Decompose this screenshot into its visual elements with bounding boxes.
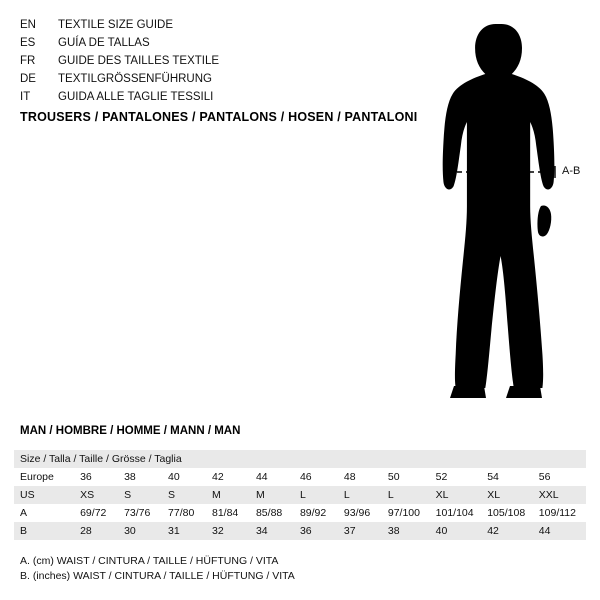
table-cell: 36 [80,471,92,483]
language-row [20,70,350,88]
language-row [20,88,350,106]
table-cell: XL [432,486,484,504]
table-cell: 42 [212,471,224,483]
man-section-title: MAN / HOMBRE / HOMME / MANN / MAN [20,425,241,437]
table-cell: 40 [168,471,180,483]
size-table [14,450,586,540]
table-row [14,468,586,486]
language-row [20,52,350,70]
table-cell: 34 [252,522,296,540]
language-title: GUIDE DES TAILLES TEXTILE [58,55,220,67]
table-cell: 32 [208,522,252,540]
table-cell: 85/88 [255,507,283,519]
table-cell: 48 [343,471,356,483]
table-row [14,504,586,522]
row-label: Size / Talla / Taille / Grösse / Taglia [14,450,586,468]
language-title: TEXTILGRÖSSENFÜHRUNG [58,73,212,85]
table-cell: 36 [296,522,340,540]
section-title: TROUSERS / PANTALONES / PANTALONS / HOSEN / PANTALONI [20,110,418,124]
table-cell: 42 [483,522,535,540]
table-cell: XXL [535,486,586,504]
table-cell: 81/84 [212,507,239,519]
table-cell: L [384,486,432,504]
language-title: TEXTILE SIZE GUIDE [58,19,174,31]
figure-illustration [400,10,600,410]
row-label: US [14,486,76,504]
table-cell: 30 [120,522,164,540]
table-cell: M [208,486,252,504]
language-code: DE [20,73,36,85]
table-cell: 40 [432,522,484,540]
footnote-b: B. (inches) WAIST / CINTURA / TAILLE / HÜFTUNG / VITA [20,570,295,582]
row-label: A [20,507,28,519]
language-code: EN [20,19,36,31]
language-row [20,34,350,52]
measure-label-ab: A-B [562,165,581,177]
language-code: FR [20,55,36,67]
table-cell: 28 [76,522,120,540]
table-cell: 46 [299,471,312,483]
language-title: GUÍA DE TALLAS [58,37,150,49]
footnotes [20,554,295,584]
table-cell: 54 [487,471,499,483]
table-cell: 89/92 [299,507,327,519]
table-cell: 93/96 [343,507,371,519]
table-cell: M [252,486,296,504]
table-cell: 37 [340,522,384,540]
table-cell: 31 [164,522,208,540]
language-header-block [20,16,350,106]
language-title: GUIDA ALLE TAGLIE TESSILI [58,91,214,103]
table-cell: 38 [124,471,136,483]
table-cell: 56 [538,471,551,483]
table-cell: 77/80 [168,507,195,519]
table-row [14,522,586,540]
table-cell: XS [76,486,120,504]
table-cell: L [340,486,384,504]
table-cell: 38 [384,522,432,540]
table-cell: 101/104 [435,507,474,519]
table-cell: 44 [255,471,268,483]
language-code: ES [20,37,36,49]
table-cell: 69/72 [80,507,107,519]
table-row [14,450,586,468]
table-cell: 97/100 [387,507,420,519]
table-cell: 73/76 [124,507,151,519]
row-label: B [14,522,76,540]
table-cell: 52 [435,471,448,483]
language-code: IT [20,91,31,103]
language-row [20,16,350,34]
man-silhouette-icon [400,10,600,410]
table-cell: XL [483,486,535,504]
row-label: Europe [20,471,54,483]
table-cell: S [120,486,164,504]
table-row [14,486,586,504]
footnote-a: A. (cm) WAIST / CINTURA / TAILLE / HÜFTUNG / VITA [20,555,279,567]
table-cell: S [164,486,208,504]
table-cell: 105/108 [487,507,526,519]
table-cell: L [296,486,340,504]
table-cell: 109/112 [538,507,576,519]
table-cell: 50 [387,471,400,483]
table-cell: 44 [535,522,586,540]
